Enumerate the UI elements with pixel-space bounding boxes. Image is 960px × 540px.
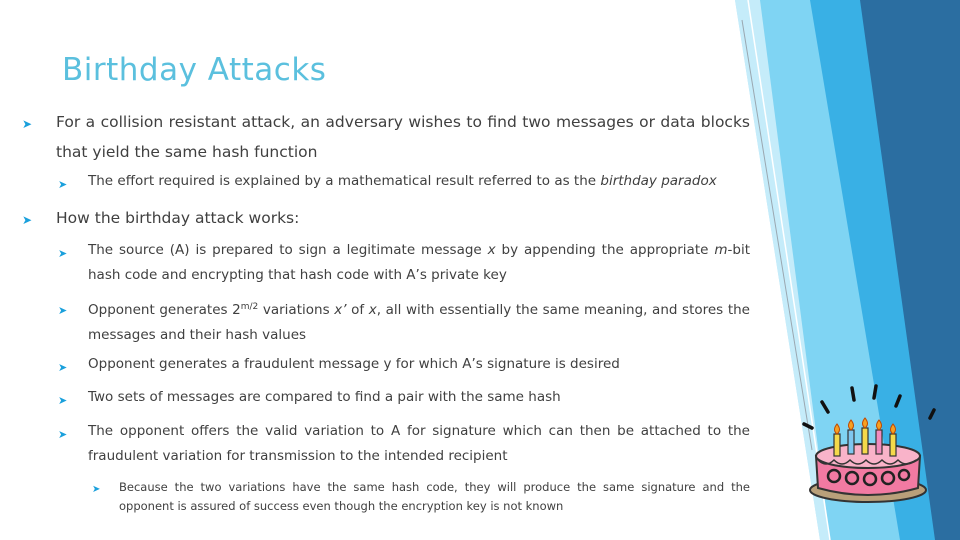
sub-bullet-opponent-variations	[58, 300, 750, 348]
bullet-text: Opponent generates $2^{m/2}$ variations x’ of x, all with essentially the same meaning, and stores the messages and their hash values	[88, 302, 750, 343]
sub-bullet-offers-variation	[58, 424, 750, 469]
arrow-bullet-icon: ➤	[58, 361, 68, 374]
sub-bullet-birthday-paradox	[58, 174, 750, 194]
arrow-bullet-icon: ➤	[22, 117, 33, 131]
arrow-bullet-icon: ➤	[58, 247, 68, 260]
sub-bullet-source-signs	[58, 243, 750, 288]
bullet-text: The effort required is explained by a mathematical result referred to as the birthday paradox	[88, 173, 717, 189]
bullet-collision-attack	[22, 112, 750, 167]
bullet-how-it-works	[22, 208, 750, 233]
arrow-bullet-icon: ➤	[58, 394, 68, 407]
bullet-text: How the birthday attack works:	[56, 209, 300, 227]
bullet-text: For a collision resistant attack, an adversary wishes to find two messages or data blocks that yield the same hash function	[56, 113, 750, 161]
bullet-text: Because the two variations have the same hash code, they will produce the same signature and the opponent is assured of success even though the encryption key is not known	[119, 480, 750, 513]
sub-bullet-compare-sets	[58, 390, 750, 410]
arrow-bullet-icon: ➤	[58, 428, 68, 441]
slide-title: Birthday Attacks	[62, 52, 327, 88]
emphasis-birthday-paradox: birthday paradox	[600, 173, 717, 189]
arrow-bullet-icon: ➤	[58, 304, 68, 317]
bullet-text: The source (A) is prepared to sign a legitimate message x by appending the appropriate m-bit hash code and encrypting that hash code with A’s private key	[88, 242, 750, 283]
arrow-bullet-icon: ➤	[92, 484, 101, 495]
bullet-text: Two sets of messages are compared to find a pair with the same hash	[88, 389, 561, 405]
arrow-bullet-icon: ➤	[22, 213, 33, 227]
bullet-text: Opponent generates a fraudulent message y for which A’s signature is desired	[88, 356, 620, 372]
birthday-cake-icon	[796, 372, 946, 512]
bullet-text: The opponent offers the valid variation to A for signature which can then be attached to the fraudulent variation for transmission to the intended recipient	[88, 423, 750, 464]
arrow-bullet-icon: ➤	[58, 178, 68, 191]
sub-sub-bullet-same-signature	[92, 481, 750, 516]
sub-bullet-fraudulent-message	[58, 357, 750, 377]
